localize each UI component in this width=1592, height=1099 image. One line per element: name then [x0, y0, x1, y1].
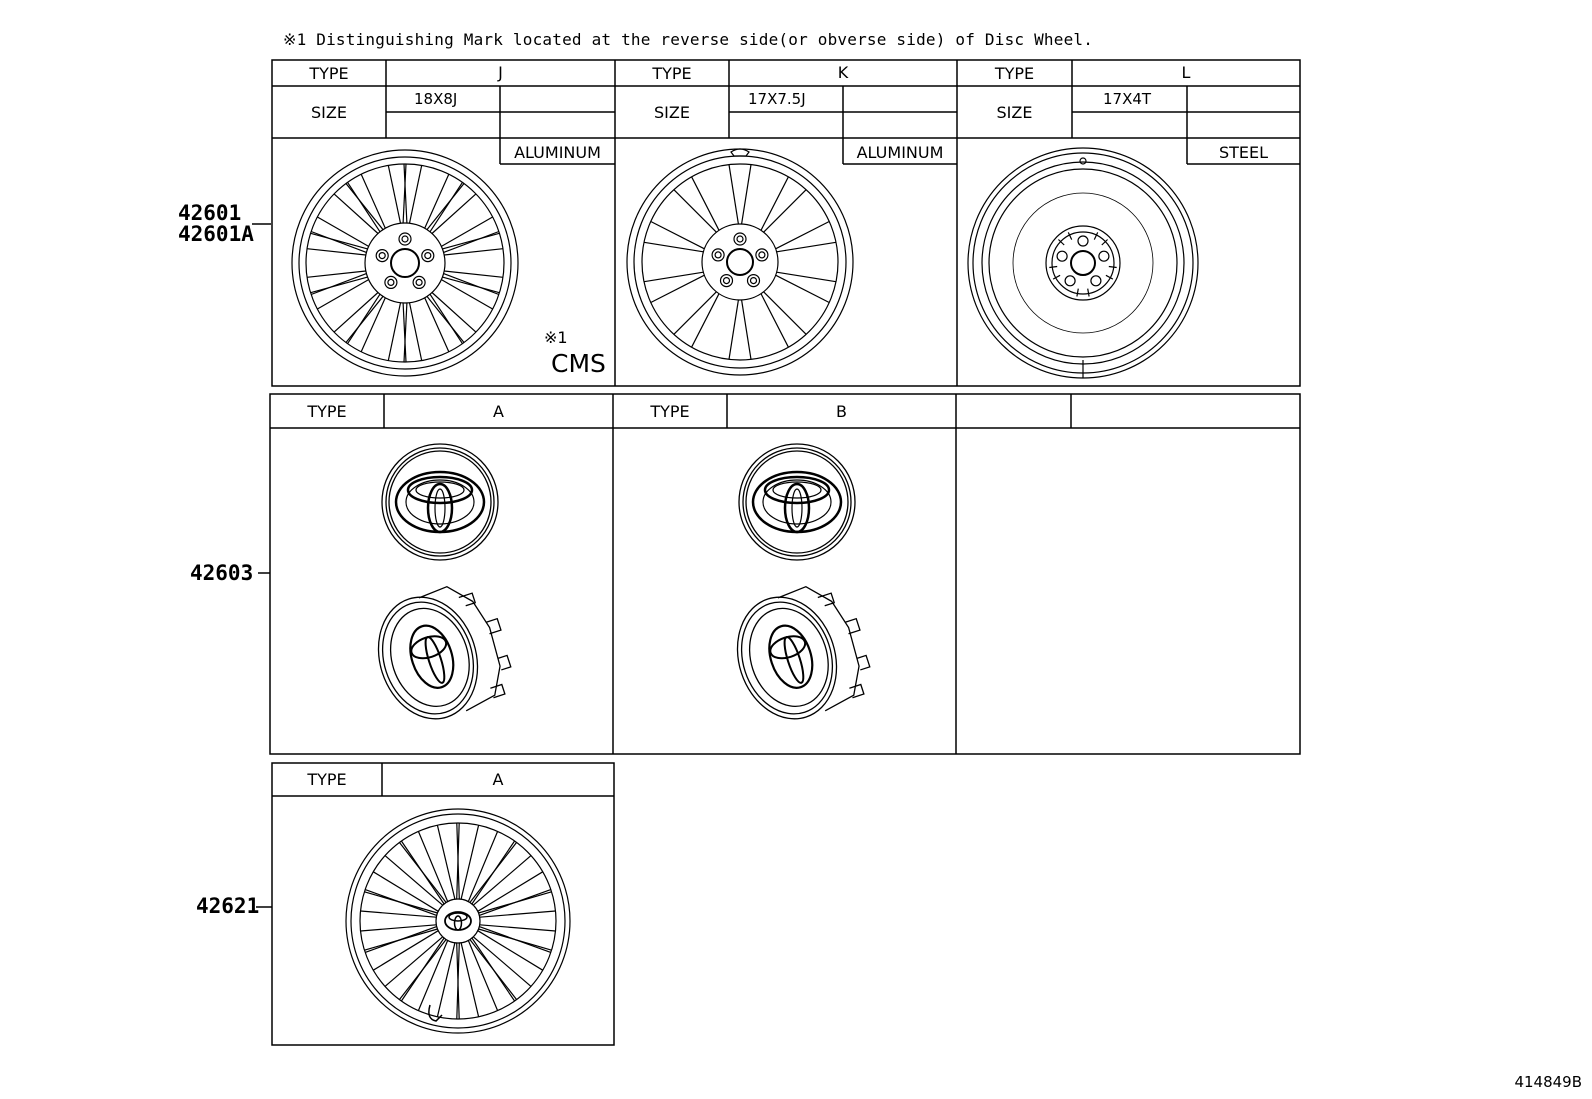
spoke-edge [385, 856, 443, 906]
spoke-edge [334, 293, 378, 333]
spoke-edge [674, 292, 717, 335]
lug-hole [376, 250, 388, 262]
size-value-j: 18X8J [414, 90, 458, 108]
spoke-edge [468, 940, 497, 1010]
lug-hole [712, 249, 724, 261]
spoke-edge [388, 165, 400, 223]
spoke-edge [432, 293, 476, 333]
spoke-edge [480, 911, 556, 917]
spoke-edge [346, 296, 383, 342]
material-j: ALUMINUM [514, 143, 601, 162]
spoke-edge [425, 174, 449, 228]
spoke-edge [364, 892, 437, 913]
lug-hole-inner [402, 236, 408, 242]
spoke-edge [480, 925, 556, 931]
lug-hole-inner [388, 279, 394, 285]
spoke-edge [311, 232, 366, 253]
spoke-edge [764, 190, 807, 233]
spoke-edge [361, 298, 385, 352]
spoke-edge [430, 294, 462, 343]
lug-hole [399, 233, 411, 245]
type-label-j: TYPE [309, 64, 349, 83]
spoke-edge [427, 296, 464, 342]
lug-hole [734, 233, 746, 245]
spoke-edge [348, 182, 380, 231]
lug-hole [1065, 276, 1075, 286]
cap-type-b-front-drawing [739, 444, 855, 560]
lug-hole [1078, 236, 1088, 246]
spoke-edge [410, 165, 422, 223]
lug-hole-inner [724, 278, 730, 284]
spoke-edge [761, 294, 788, 348]
spoke-edge [729, 165, 738, 224]
spoke-edge [478, 931, 543, 971]
spoke-edge [479, 929, 552, 950]
spoke-edge [373, 931, 438, 971]
type-value-j: J [498, 63, 503, 82]
spoke-edge [361, 911, 437, 917]
vent-slot-edge [1088, 289, 1089, 297]
spoke-edge [472, 841, 515, 904]
spoke-edge [410, 303, 422, 361]
cap-type-value-a: A [493, 402, 504, 421]
spoke-edge [348, 294, 380, 343]
lug-hole [721, 275, 733, 287]
vent-slot-edge [1077, 289, 1078, 297]
spoke-edge [388, 303, 400, 361]
spoke-edge [742, 300, 751, 359]
distinguishing-mark-note: ※1 Distinguishing Mark located at the reverse side(or obverse side) of Disc Wheel. [283, 30, 1094, 49]
spoke-edge [373, 872, 438, 912]
spoke-edge [437, 825, 455, 899]
spoke-edge [692, 294, 719, 348]
spoke-edge [473, 856, 531, 906]
spoke-edge [430, 182, 462, 231]
spoke-edge [461, 825, 479, 899]
spoke-edge [444, 274, 499, 295]
lug-hole-inner [425, 253, 431, 259]
cap-type-label-a: TYPE [307, 402, 347, 421]
spoke-edge [444, 249, 503, 255]
toyota-emblem-icon [396, 472, 484, 532]
cap-type-a-front-drawing [382, 444, 498, 560]
cover-table-grid [272, 763, 614, 1045]
wheel-type-k-drawing [627, 149, 853, 375]
lug-hole-inner [759, 252, 765, 258]
spoke-edge [432, 194, 476, 234]
part-number-42601a: 42601A [178, 222, 254, 246]
spoke-edge [468, 831, 497, 901]
mark-text-cms: CMS [551, 349, 606, 378]
wheel-cover-type-a-drawing [346, 809, 570, 1033]
document-id: 414849B [1514, 1073, 1582, 1091]
part-number-42603: 42603 [190, 561, 254, 585]
spoke-edge [385, 937, 443, 987]
type-value-k: K [837, 63, 849, 82]
spoke-edge [479, 890, 551, 916]
spoke-edge [361, 174, 385, 228]
material-k: ALUMINUM [856, 143, 944, 162]
part-number-42621: 42621 [196, 894, 260, 918]
type-label-k: TYPE [652, 64, 692, 83]
size-value-k: 17X7.5J [748, 90, 806, 108]
spoke-edge [418, 940, 447, 1010]
toyota-emblem-icon [445, 912, 471, 930]
lug-hole-inner [751, 278, 757, 284]
spoke-edge [307, 271, 366, 277]
spoke-edge [399, 842, 446, 902]
wheel-table-grid [272, 60, 1300, 386]
cap-type-b-side-drawing [722, 575, 880, 732]
spoke-edge [365, 927, 437, 953]
lug-hole [748, 275, 760, 287]
lug-hole-inner [379, 253, 385, 259]
lug-hole [1099, 251, 1109, 261]
size-label-j: SIZE [311, 103, 347, 122]
spoke-edge [425, 298, 449, 352]
spoke-edge [311, 274, 366, 295]
spoke-edge [742, 165, 751, 224]
lug-hole [756, 249, 768, 261]
spoke-edge [764, 292, 807, 335]
spoke-edge [307, 249, 366, 255]
vent-slot-edge [1109, 267, 1117, 268]
mark-reference: ※1 [544, 328, 568, 347]
spoke-edge [729, 300, 738, 359]
lug-hole-inner [416, 279, 422, 285]
cap-type-a-side-drawing [363, 575, 521, 732]
spoke-edge [427, 184, 464, 230]
lug-hole [413, 276, 425, 288]
part-number-42601: 42601 [178, 201, 242, 225]
spoke-edge [473, 937, 531, 987]
spoke-edge [761, 177, 788, 231]
spoke-edge [346, 184, 383, 230]
type-value-l: L [1181, 63, 1191, 82]
lug-hole [1091, 276, 1101, 286]
lug-hole-inner [737, 236, 743, 242]
spoke-edge [444, 232, 499, 253]
lug-hole [1057, 251, 1067, 261]
spoke-edge [444, 271, 503, 277]
spoke-edge [692, 177, 719, 231]
spoke-edge [401, 938, 444, 1001]
cover-type-label-a: TYPE [307, 770, 347, 789]
cap-type-label-b: TYPE [650, 402, 690, 421]
spoke-edge [361, 925, 437, 931]
material-l: STEEL [1218, 143, 1269, 162]
lug-hole-inner [715, 252, 721, 258]
spoke-edge [470, 940, 517, 1000]
lug-hole [422, 250, 434, 262]
cap-type-value-b: B [836, 402, 847, 421]
size-label-l: SIZE [996, 103, 1033, 122]
wheel-type-j-drawing [292, 150, 518, 376]
lug-hole [385, 276, 397, 288]
cover-type-value-a: A [492, 770, 504, 789]
size-value-l: 17X4T [1103, 90, 1152, 108]
spoke-edge [674, 190, 717, 233]
type-label-l: TYPE [994, 64, 1035, 83]
spoke-edge [418, 831, 447, 901]
spoke-edge [478, 872, 543, 912]
spoke-edge [334, 194, 378, 234]
toyota-emblem-icon [753, 472, 841, 532]
cap-table-grid [270, 394, 1300, 754]
size-label-k: SIZE [654, 103, 690, 122]
wheel-type-l-drawing [968, 148, 1198, 378]
vent-slot-edge [1049, 267, 1057, 268]
spoke-edge [437, 943, 455, 1017]
spoke-edge [461, 943, 479, 1017]
